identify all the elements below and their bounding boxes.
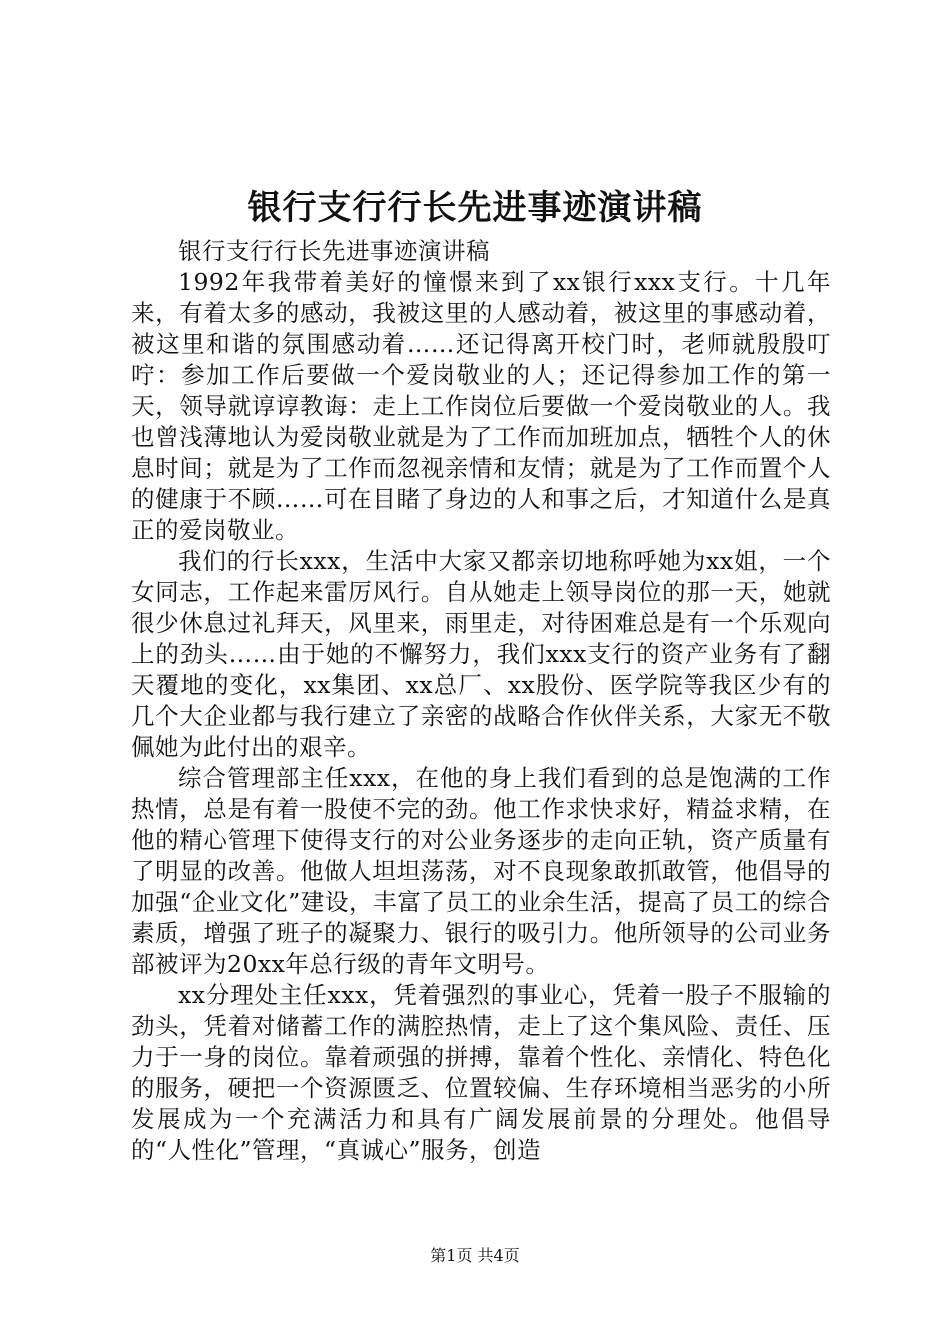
document-title: 银行支行行长先进事迹演讲稿: [247, 188, 703, 228]
paragraph-intro: 1992年我带着美好的憧憬来到了xx银行xxx支行。十几年来，有着太多的感动，我被这里的人感动着，被这里的事感动着，被这里和谐的氛围感动着……还记得离开校门时，老师就殷殷叮咛：参加工作后要做一个爱岗敬业的人；还记得参加工作的第一天，领导就谆谆教诲：走上工作岗位后要做一个爱岗敬业的人。我也曾浅薄地认为爱岗敬业就是为了工作而加班加点，牺牲个人的休息时间；就是为了工作而忽视亲情和友情；就是为了工作而置个人的健康于不顾……可在目睹了身边的人和事之后，才知道什么是真正的爱岗敬业。: [131, 268, 831, 544]
paragraph-management-director: 综合管理部主任xxx，在他的身上我们看到的总是饱满的工作热情，总是有着一股使不完的劲。他工作求快求好，精益求精，在他的精心管理下使得支行的对公业务逐步的走向正轨，资产质量有了明显的改善。他做人坦坦荡荡，对不良现象敢抓敢管，他倡导的加强“企业文化”建设，丰富了员工的业余生活，提高了员工的综合素质，增强了班子的凝聚力、银行的吸引力。他所领导的公司业务部被评为20xx年总行级的青年文明号。: [131, 764, 831, 978]
paragraph-subtitle: 银行支行行长先进事迹演讲稿: [178, 237, 490, 265]
paragraph-branch-president: 我们的行长xxx，生活中大家又都亲切地称呼她为xx姐，一个女同志，工作起来雷厉风行。自从她走上领导岗位的那一天，她就很少休息过礼拜天，风里来，雨里走，对待困难总是有一个乐观向上的劲头……由于她的不懈努力，我们xxx支行的资产业务有了翻天覆地的变化，xx集团、xx总厂、xx股份、医学院等我区少有的几个大企业都与我行建立了亲密的战略合作伙伴关系，大家无不敬佩她为此付出的艰辛。: [131, 547, 831, 761]
document-body: [131, 236, 831, 1166]
page-footer: 第1页 共4页: [430, 1246, 520, 1265]
paragraph-sub-branch-director: xx分理处主任xxx，凭着强烈的事业心，凭着一股子不服输的劲头，凭着对储蓄工作的满腔热情，走上了这个集风险、责任、压力于一身的岗位。靠着顽强的拼搏，靠着个性化、亲情化、特色化的服务，硬把一个资源匮乏、位置较偏、生存环境相当恶劣的小所发展成为一个充满活力和具有广阔发展前景的分理处。他倡导的“人性化”管理，“真诚心”服务，创造: [131, 981, 831, 1164]
